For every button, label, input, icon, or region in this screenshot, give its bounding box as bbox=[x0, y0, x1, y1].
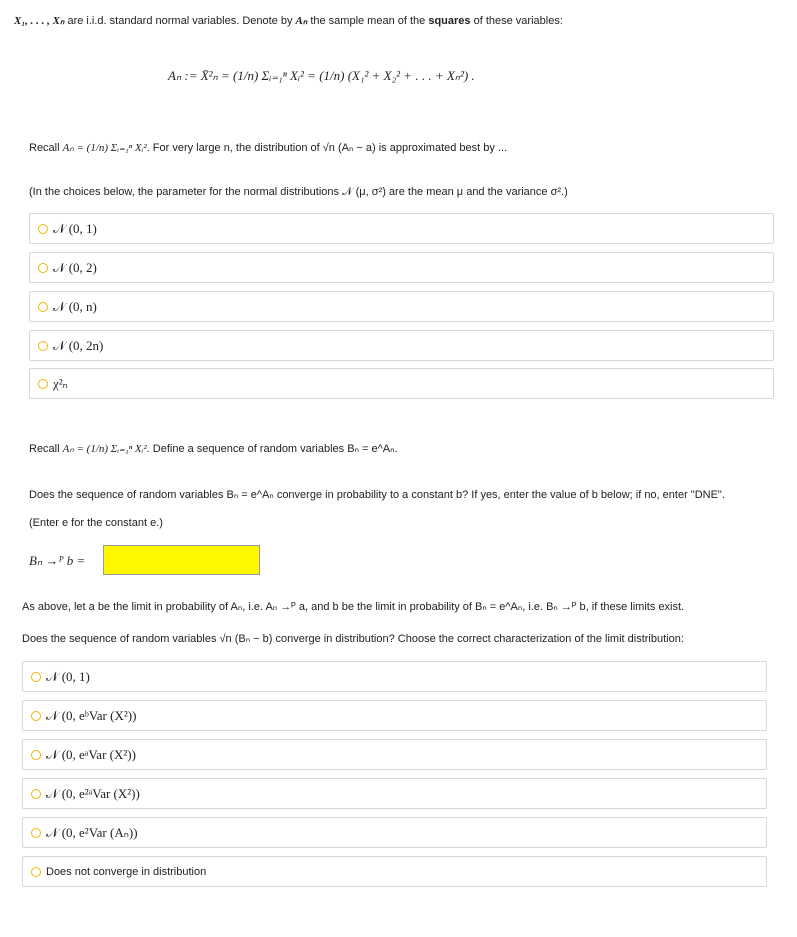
choice-p3-2[interactable] bbox=[22, 739, 767, 770]
choice-label: 𝒩 (0, n) bbox=[53, 299, 97, 314]
problem2-question: Does the sequence of random variables Bₙ = e^Aₙ converge in probability to a constant b? If yes, enter the value of b below; if no, enter "DNE". bbox=[29, 489, 725, 501]
intro-text2: the sample mean of the bbox=[307, 15, 429, 27]
problem1-note: (In the choices below, the parameter for the normal distributions 𝒩 (μ, σ²) are the mean μ and the variance σ².) bbox=[29, 186, 568, 198]
choice-p3-4[interactable] bbox=[22, 817, 767, 848]
problem3-question: Does the sequence of random variables √n (Bₙ − b) converge in distribution? Choose the correct characterization of the limit distribution: bbox=[22, 633, 684, 645]
problem1-formula: Aₙ := X̄²ₙ = (1/n) Σᵢ₌₁ⁿ Xᵢ² = (1/n) (X₁² + X₂² + . . . + Xₙ²) . bbox=[168, 68, 475, 83]
choice-label: 𝒩 (0, e²ᵃVar (X²)) bbox=[46, 786, 140, 801]
recall-formula: Aₙ = (1/n) Σᵢ₌₁ⁿ Xᵢ² bbox=[62, 443, 147, 455]
choice-p1-1[interactable] bbox=[29, 252, 774, 283]
choice-p1-3[interactable] bbox=[29, 330, 774, 361]
recall-formula: Aₙ = (1/n) Σᵢ₌₁ⁿ Xᵢ² bbox=[62, 142, 147, 154]
problem2-note: (Enter e for the constant e.) bbox=[29, 517, 163, 529]
answer-input[interactable] bbox=[103, 545, 260, 575]
radio-button[interactable] bbox=[31, 672, 41, 682]
choice-p1-4[interactable] bbox=[29, 368, 774, 399]
problem2-recall bbox=[29, 442, 398, 455]
intro-an: Aₙ bbox=[295, 15, 308, 27]
recall-prefix: Recall bbox=[29, 142, 63, 154]
radio-button[interactable] bbox=[31, 789, 41, 799]
intro-bold: squares bbox=[428, 15, 471, 27]
choice-p3-3[interactable] bbox=[22, 778, 767, 809]
problem3-context: As above, let a be the limit in probability of Aₙ, i.e. Aₙ →ᴾ a, and b be the limit in probability of Bₙ = e^Aₙ, i.e. Bₙ →ᴾ b, if these limits exist. bbox=[22, 601, 685, 613]
choice-label: 𝒩 (0, 2) bbox=[53, 260, 97, 275]
choice-label: 𝒩 (0, 1) bbox=[53, 221, 97, 236]
radio-button[interactable] bbox=[38, 224, 48, 234]
choice-label: 𝒩 (0, eᵃVar (X²)) bbox=[46, 747, 136, 762]
choice-p3-1[interactable] bbox=[22, 700, 767, 731]
choice-label: 𝒩 (0, 2n) bbox=[53, 338, 104, 353]
choice-label: 𝒩 (0, 1) bbox=[46, 669, 90, 684]
choice-label: χ²ₙ bbox=[53, 376, 68, 391]
choice-label: 𝒩 (0, eᵇVar (X²)) bbox=[46, 708, 137, 723]
problem1-intro bbox=[14, 14, 563, 27]
choice-p3-0[interactable] bbox=[22, 661, 767, 692]
radio-button[interactable] bbox=[31, 711, 41, 721]
radio-button[interactable] bbox=[38, 263, 48, 273]
recall-prefix: Recall bbox=[29, 443, 63, 455]
recall-question: . For very large n, the distribution of √n (Aₙ − a) is approximated best by ... bbox=[146, 142, 508, 154]
problem1-recall bbox=[29, 141, 507, 154]
choice-label: 𝒩 (0, e²Var (Aₙ)) bbox=[46, 825, 138, 840]
answer-label: Bₙ →ᴾ b = bbox=[29, 553, 86, 568]
choice-label: Does not converge in distribution bbox=[46, 866, 207, 878]
choice-p1-2[interactable] bbox=[29, 291, 774, 322]
radio-button[interactable] bbox=[38, 341, 48, 351]
intro-text: are i.i.d. standard normal variables. Denote by bbox=[64, 15, 296, 27]
radio-button[interactable] bbox=[31, 867, 41, 877]
intro-variables: X₁, . . . , Xₙ bbox=[14, 15, 65, 27]
radio-button[interactable] bbox=[38, 379, 48, 389]
choice-p3-5[interactable] bbox=[22, 856, 767, 887]
intro-text3: of these variables: bbox=[470, 15, 563, 27]
radio-button[interactable] bbox=[31, 750, 41, 760]
radio-button[interactable] bbox=[31, 828, 41, 838]
radio-button[interactable] bbox=[38, 302, 48, 312]
choice-p1-0[interactable] bbox=[29, 213, 774, 244]
define-text: . Define a sequence of random variables Bₙ = e^Aₙ. bbox=[146, 443, 398, 455]
